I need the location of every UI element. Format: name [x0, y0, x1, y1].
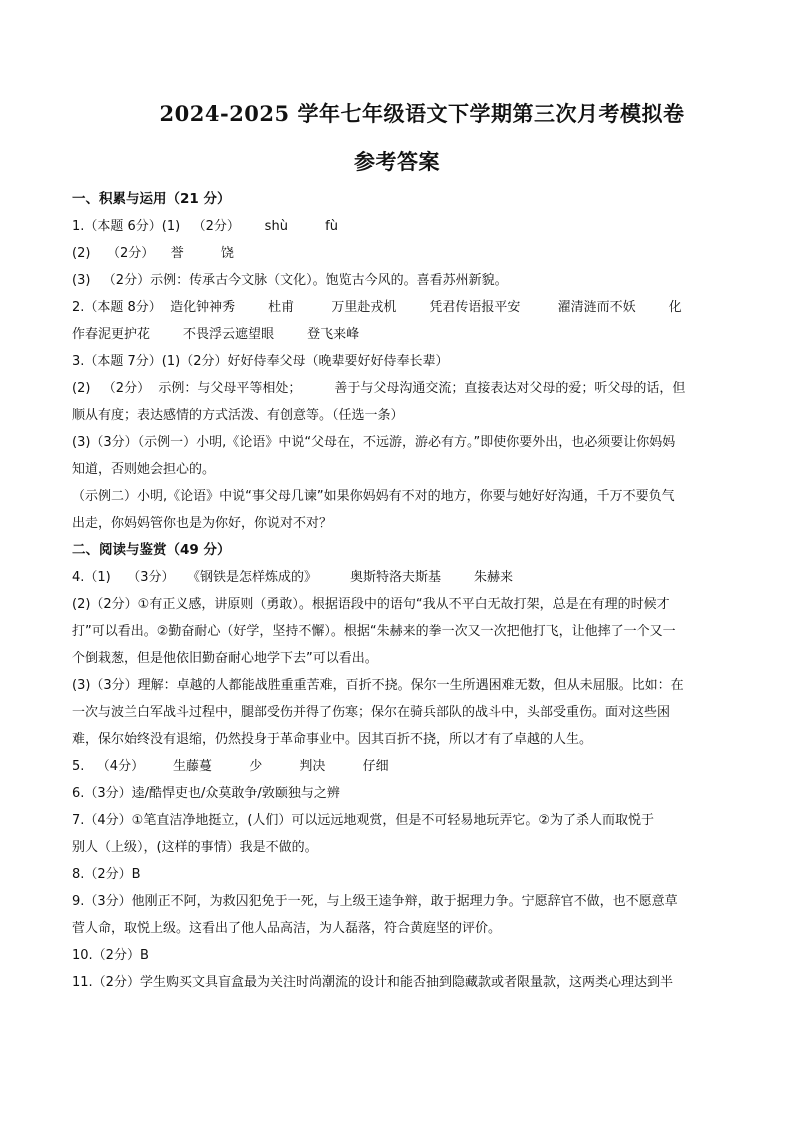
answer-line: 个倒栽葱，但是他依旧勤奋耐心地学下去”可以看出。 — [72, 651, 378, 666]
answer-line: 7.（4分）①笔直洁净地挺立，(人们）可以远远地观赏，但是不可轻易地玩弄它。②为了杀人而取悦于 — [72, 813, 655, 828]
answer-line: 2.（本题 8分） 造化钟神秀 杜甫 万里赴戎机 凭君传语报平安 濯清涟而不妖 化 — [72, 300, 682, 315]
answer-line: 出走，你妈妈管你也是为你好，你说对不对？ — [72, 516, 333, 531]
answer-line: 顺从有度；表达感情的方式活泼、有创意等。（任选一条） — [72, 408, 404, 423]
answer-line: (2) （2分） 誉 饶 — [72, 246, 234, 261]
answer-line: 一次与波兰白军战斗过程中，腿部受伤并得了伤寒；保尔在骑兵部队的战斗中，头部受重伤。面对这些困 — [72, 705, 671, 720]
section-heading-2: 二、阅读与鉴赏（49 分） — [72, 542, 231, 558]
answer-line: 作春泥更护花 不畏浮云遮望眼 登飞来峰 — [72, 327, 360, 342]
answer-line: 3.（本题 7分）(1)（2分）好好侍奉父母（晚辈要好好侍奉长辈） — [72, 354, 449, 369]
answer-line: 6.（3分）逵/酷悍吏也/众莫敢争/敦颐独与之辨 — [72, 786, 340, 801]
answer-line: 打”可以看出。②勤奋耐心（好学，坚持不懈）。根据“朱赫来的拳一次又一次把他打飞，让他摔了一个又一 — [72, 624, 676, 639]
answer-line: 难，保尔始终没有退缩，仍然投身于革命事业中。因其百折不挠，所以才有了卓越的人生。 — [72, 732, 593, 747]
answer-line: (2) （2分） 示例：与父母平等相处； 善于与父母沟通交流；直接表达对父母的爱；听父母的话，但 — [72, 381, 686, 396]
answer-line: (2)（2分）①有正义感，讲原则（勇敢）。根据语段中的语句“我从不平白无故打架，总是在有理的时候才 — [72, 597, 670, 612]
page-title: 2024-2025 学年七年级语文下学期第三次月考模拟卷 — [159, 101, 685, 126]
answer-line: 菅人命，取悦上级。这看出了他人品高洁，为人磊落，符合黄庭坚的评价。 — [72, 921, 502, 936]
answer-line: 10.（2分）B — [72, 948, 149, 963]
answer-content — [72, 186, 724, 996]
section-heading-1: 一、积累与运用（21 分） — [72, 191, 231, 207]
answer-line: 4.（1) （3分） 《钢铁是怎样炼成的》 奥斯特洛夫斯基 朱赫来 — [72, 570, 514, 585]
answer-line: (3)（3分）理解：卓越的人都能战胜重重苦难，百折不挠。保尔一生所遇困难无数，但从未屈服。比如：在 — [72, 678, 684, 693]
page-subtitle: 参考答案 — [354, 149, 440, 174]
answer-line: (3) （2分）示例：传承古今文脉（文化）。饱览古今风的。喜看苏州新貌。 — [72, 273, 508, 288]
answer-line: 9.（3分）他刚正不阿，为救囚犯免于一死，与上级王逵争辩，敢于据理力争。宁愿辞官不做，也不愿意草 — [72, 894, 678, 909]
answer-line: 1.（本题 6分）(1) （2分） shù fù — [72, 219, 338, 234]
answer-line: (3)（3分）（示例一）小明,《论语》中说“父母在，不远游，游必有方。”即使你要外出，也必须要让你妈妈 — [72, 435, 676, 450]
answer-line: 知道，否则她会担心的。 — [72, 462, 216, 477]
answer-line: 11.（2分）学生购买文具盲盒最为关注时尚潮流的设计和能否抽到隐藏款或者限量款，这两类心理达到半 — [72, 975, 673, 990]
answer-line: 8.（2分）B — [72, 867, 141, 882]
answer-line: 5. （4分） 生藤蔓 少 判决 仔细 — [72, 759, 389, 774]
answer-line: （示例二）小明,《论语》中说“事父母几谏”如果你妈妈有不对的地方，你要与她好好沟通，千万不要负气 — [72, 489, 675, 504]
answer-line: 别人（上级），(这样的事情）我是不做的。 — [72, 840, 318, 855]
